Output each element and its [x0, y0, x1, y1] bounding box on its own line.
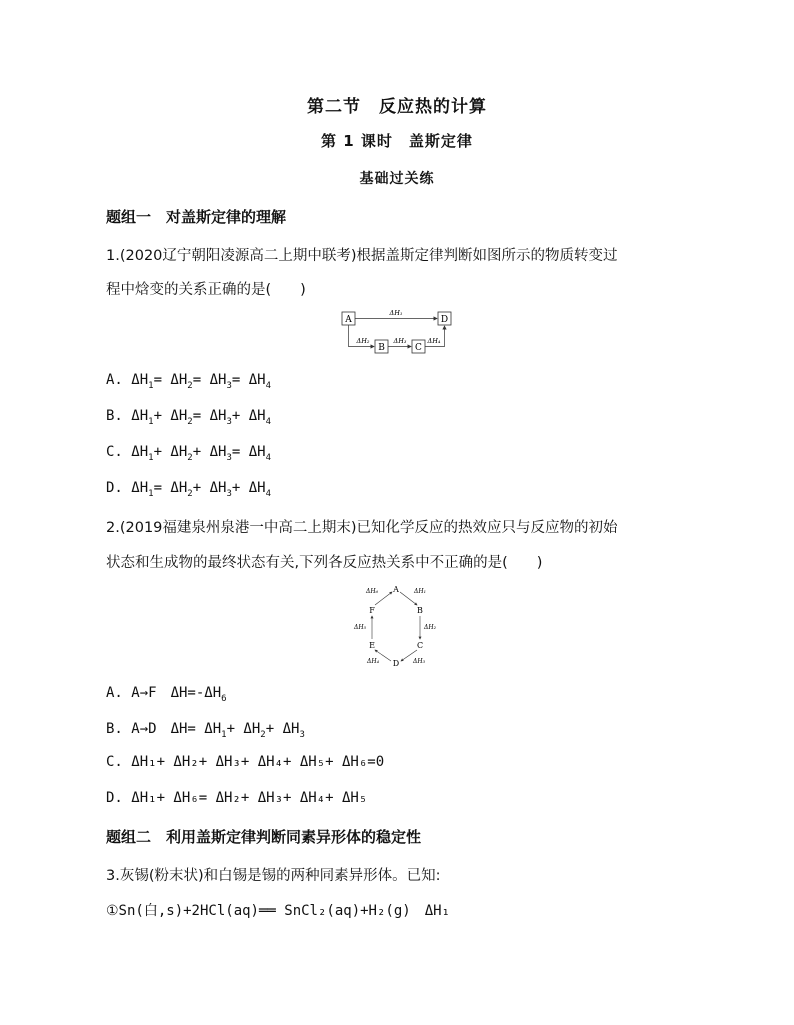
sub-title: 基础过关练 [359, 171, 435, 187]
group-two-title: 题组二 利用盖斯定律判断同素异形体的稳定性 [106, 828, 422, 846]
q2-option-d[interactable]: D. ΔH₁+ ΔH₆= ΔH₂+ ΔH₃+ ΔH₄+ ΔH₅ [106, 790, 368, 806]
hex-node-e: E [369, 641, 375, 650]
hex-label-dh4: ΔH₄ [367, 658, 379, 665]
question-1-line-2: 程中焓变的关系正确的是( ) [106, 282, 306, 298]
hex-node-f: F [369, 606, 375, 615]
node-b-label: B [378, 343, 385, 353]
q1-option-a[interactable]: A. $\Delta H_1= \Delta H_2= \Delta H_3= \Delta H_4$ [106, 372, 271, 391]
hex-label-dh5: ΔH₅ [354, 624, 366, 631]
hex-node-a: A [393, 585, 399, 594]
question-2-figure [350, 582, 440, 672]
question-1-figure [330, 306, 460, 358]
hex-node-c: C [416, 641, 424, 650]
question-2-line-2: 状态和生成物的最终状态有关,下列各反应热关系中不正确的是( ) [106, 555, 543, 571]
question-2-line-1: 2.(2019福建泉州泉港一中高二上期末)已知化学反应的热效应只与反应物的初始 [106, 520, 618, 536]
node-a-label: A [345, 315, 352, 325]
q2-option-b[interactable]: B. A→D $\Delta H= \Delta H_1+ \Delta H_2+ \Delta H_3$ [106, 721, 305, 740]
section-title: 第二节 反应热的计算 [307, 97, 487, 117]
node-d-label: D [440, 315, 449, 325]
hex-label-dh3: ΔH₃ [413, 658, 425, 665]
label-dh4: ΔH₄ [427, 337, 441, 345]
label-dh1: ΔH₁ [389, 309, 403, 317]
q1-option-b[interactable]: B. $\Delta H_1+ \Delta H_2= \Delta H_3+ \Delta H_4$ [106, 408, 271, 427]
q1-option-d[interactable]: D. $\Delta H_1= \Delta H_2+ \Delta H_3+ \Delta H_4$ [106, 480, 271, 499]
question-3-equation-1: ①Sn(白,s)+2HCl(aq)══ SnCl₂(aq)+H₂(g) ΔH₁ [106, 903, 450, 919]
hex-node-d: D [392, 659, 400, 668]
node-c-label: C [415, 343, 422, 353]
question-1-line-1: 1.(2020辽宁朝阳凌源高二上期中联考)根据盖斯定律判断如图所示的物质转变过 [106, 248, 618, 264]
label-dh3: ΔH₃ [393, 337, 407, 345]
hex-label-dh1: ΔH₁ [414, 588, 426, 595]
question-3-line-1: 3.灰锡(粉末状)和白锡是锡的两种同素异形体。已知: [106, 868, 441, 884]
hex-node-b: B [417, 606, 423, 615]
lesson-title: 第 1 课时 盖斯定律 [321, 132, 473, 150]
q1-option-c[interactable]: C. $\Delta H_1+ \Delta H_2+ \Delta H_3= \Delta H_4$ [106, 444, 271, 463]
hex-label-dh6: ΔH₆ [366, 588, 378, 595]
group-one-title: 题组一 对盖斯定律的理解 [106, 208, 287, 226]
q2-option-c[interactable]: C. ΔH₁+ ΔH₂+ ΔH₃+ ΔH₄+ ΔH₅+ ΔH₆=0 [106, 754, 385, 770]
label-dh2: ΔH₂ [356, 337, 370, 345]
hex-label-dh2: ΔH₂ [424, 624, 436, 631]
q2-option-a[interactable]: A. A→F $\Delta H=-\Delta H_6$ [106, 685, 227, 704]
